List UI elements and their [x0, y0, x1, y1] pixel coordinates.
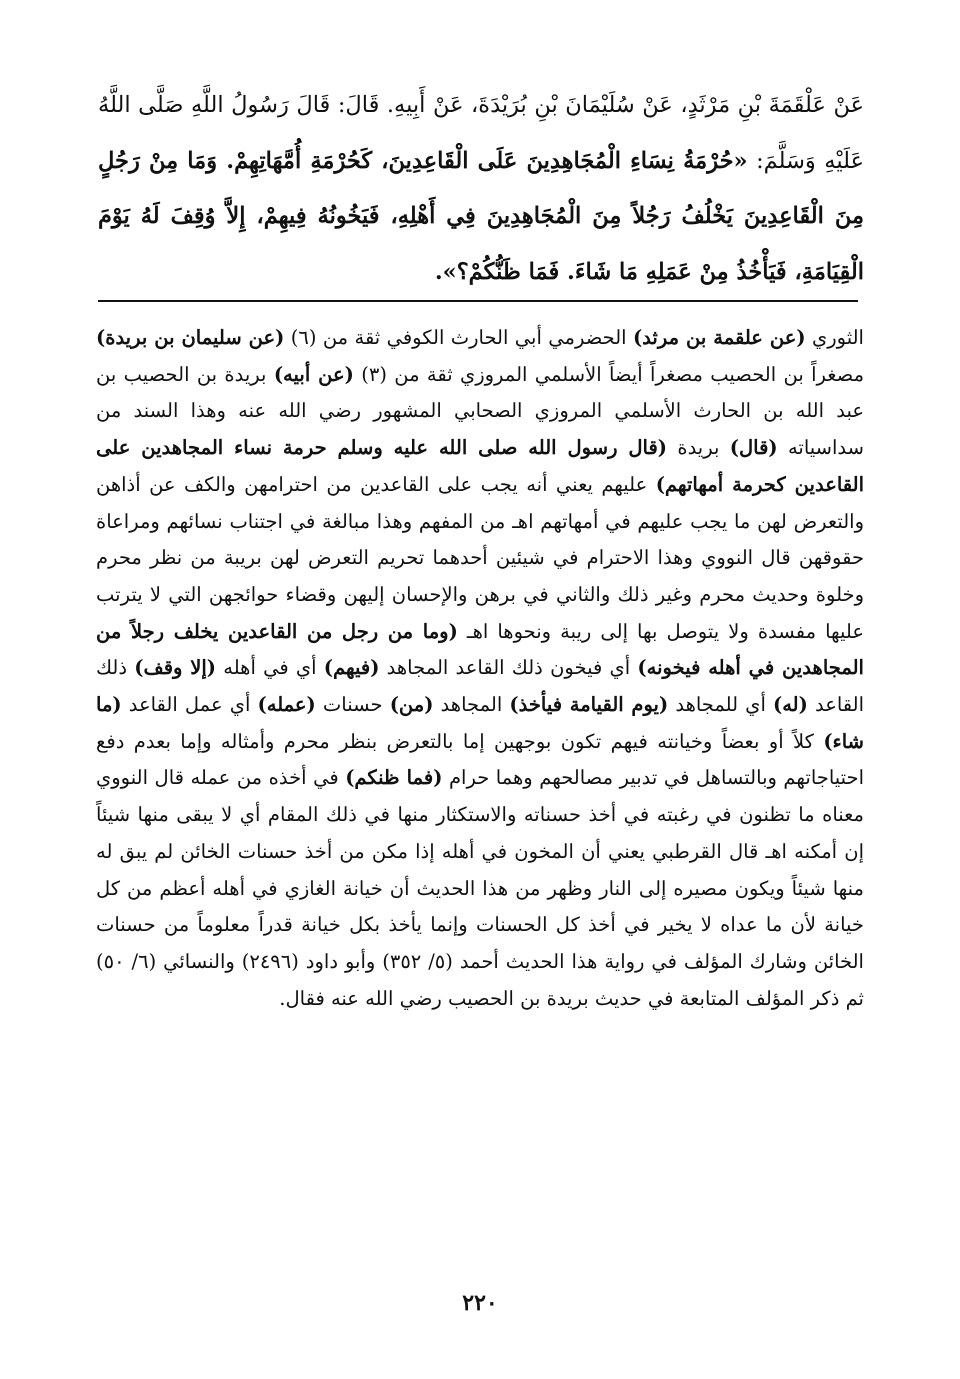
commentary-quote: (عمله) [257, 693, 316, 717]
commentary-seg: المجاهد [433, 693, 510, 717]
commentary-seg: أي فيخون ذلك القاعد المجاهد [379, 656, 638, 680]
commentary-seg: كلاً أو بعضاً وخيانته فيهم تكون بوجهين إما بالتعرض بنظر محرم وأمثاله وإما بعدم دفع احتياجاتهم وبالتساهل في تدبير مصالحهم وهما حرام [96, 729, 865, 790]
commentary-seg: أي في أهله [216, 656, 324, 680]
commentary-seg: في أخذه من عمله قال النووي معناه ما تظنون في رغبته في أخذ حسناته والاستكثار منها في ذلك المقام أي لا يبقى منها شيئاً إن أمكنه اهـ قال القرطبي يعني أن المخون في أهله إذا مكن من أخذ حسنات الخائن لم يبق له منها شيئاً ويكون مصيره إلى النار وظهر من هذا الحديث أن خيانة الغازي في أهله أعظم من كل خيانة لأن ما عداه لا يخير في أخذ كل الحسنات وإنما يأخذ بكل خيانة قدراً معلوماً من حسنات الخائن وشارك المؤلف في رواية هذا الحديث أحمد (٥/ ٣٥٢) وأبو داود (٢٤٩٦) والنسائي (٦/ ٥٠) ثم ذكر المؤلف المتابعة في حديث بريدة بن الحصيب رضي الله عنه فقال. [96, 766, 864, 1010]
commentary-seg: أي للمجاهد [668, 693, 773, 717]
commentary-quote: (فما ظنكم) [345, 766, 443, 790]
commentary-quote: (فيهم) [323, 656, 380, 680]
commentary-quote: (من) [389, 693, 434, 717]
commentary-quote: (عن أبيه) [273, 362, 354, 386]
commentary-quote: (له) [773, 693, 808, 717]
commentary-seg: الثوري [805, 326, 864, 349]
commentary-seg: بريدة بن الحصيب بن عبد الله بن الحارث الأسلمي المروزي الصحابي المشهور رضي الله عنه وهذا السند من سداسياته [96, 362, 864, 460]
hadith-matn: «حُرْمَةُ نِسَاءِ الْمُجَاهِدِينَ عَلَى الْقَاعِدِينَ، كَحُرْمَةِ أُمَّهَاتِهِمْ. وَمَا مِنْ رَجُلٍ مِنَ الْقَاعِدِينَ يَخْلُفُ رَجُلاً مِنَ الْمُجَاهِدِينَ فِي أَهْلِهِ، فَيَخُونُهُ فِيهِمْ، إِلاَّ وُقِفَ لَهُ يَوْمَ الْقِيَامَةِ، فَيَأْخُذُ مِنْ عَمَلِهِ مَا شَاءَ. فَمَا ظَنُّكُمْ؟». [98, 147, 864, 285]
commentary-quote: (إلا وقف) [134, 656, 217, 680]
commentary-seg: أي عمل القاعد [121, 693, 258, 717]
commentary-seg: عليهم يعني أنه يجب على القاعدين من احترامهن والكف عن أذاهن والتعرض لهن ما يجب عليهم في أمهاتهم اهـ من المفهم وهذا مبالغة في اجتناب نسائهم ومراعاة حقوقهن قال النووي وهذا الاحترام في شيئين أحدهما تحريم التعرض لهن بريبة من نظر محرم وخلوة وحديث محرم وغير ذلك والثاني في برهن والإحسان إليهن وقضاء حوائجهن التي لا يترتب عليها مفسدة ولا يتوصل بها إلى ريبة ونحوها اهـ [96, 472, 864, 643]
commentary-quote: (قال رسول الله صلى الله عليه وسلم حرمة نساء المجاهدين على القاعدين كحرمة أمهاتهم) [96, 436, 864, 496]
commentary-seg: بريدة [667, 436, 730, 460]
page-number: ٢٢٠ [462, 1290, 498, 1316]
commentary-quote: (عن علقمة بن مرثد) [632, 326, 806, 349]
commentary-text [96, 320, 864, 1017]
hadith-chain: عَنْ عَلْقَمَةَ بْنِ مَرْثَدٍ، عَنْ سُلَيْمَانَ بْنِ بُرَيْدَةَ، عَنْ أَبِيهِ. قَالَ: قَالَ رَسُولُ اللَّهِ صَلَّى اللَّهُ عَلَيْهِ وَسَلَّمَ: [98, 92, 864, 174]
commentary-quote: (قال) [729, 436, 778, 460]
commentary-quote: (عن سليمان بن بريدة) [96, 326, 285, 349]
commentary-seg: مصغراً بن الحصيب مصغراً أيضاً الأسلمي المروزي ثقة من (٣) [353, 362, 865, 386]
commentary-quote: (وما من رجل من القاعدين يخلف رجلاً من المجاهدين في أهله فيخونه) [96, 619, 864, 680]
commentary-quote: (يوم القيامة فيأخذ) [509, 693, 669, 717]
commentary-quote: (ما شاء) [96, 693, 864, 753]
commentary-seg: حسنات [315, 693, 390, 717]
commentary-seg: الحضرمي أبي الحارث الكوفي ثقة من (٦) [284, 326, 633, 349]
hadith-text [98, 78, 864, 300]
commentary-seg: ذلك القاعد [96, 656, 865, 717]
footnote-divider [98, 300, 858, 302]
